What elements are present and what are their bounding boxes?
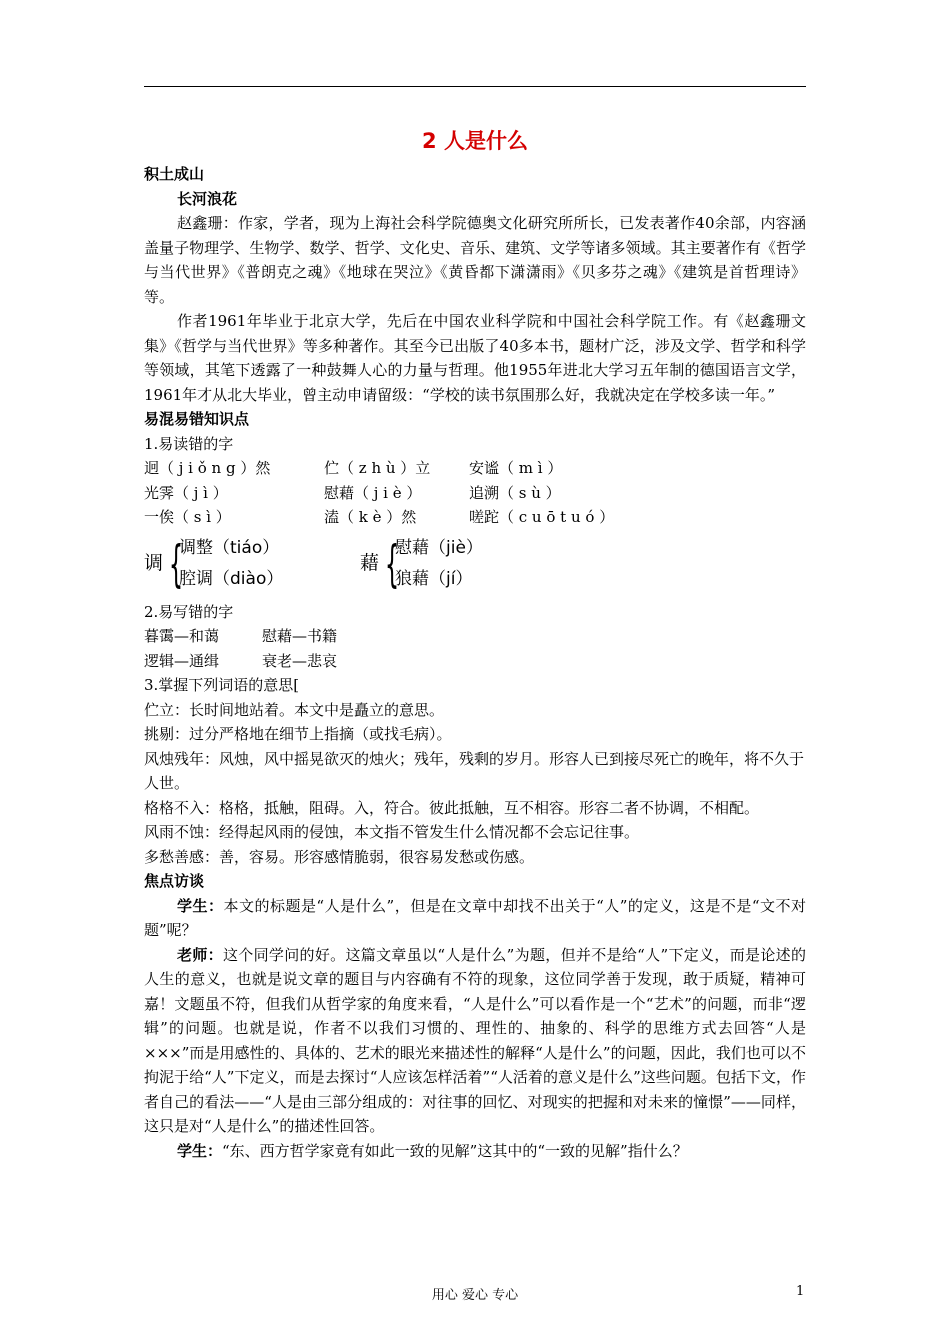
definition-item: 格格不入：格格，抵触，阻碍。入，符合。彼此抵触，互不相容。形容二者不协调，不相配。 (144, 798, 760, 817)
definition-item: 挑剔：过分严格地在细节上指摘（或找毛病）。 (144, 725, 452, 743)
dialogue-text: 这个同学问的好。这篇文章虽以“人是什么”为题，但并不是给“人”下定义，而是论述的人生的意义，也就是说文章的题目与内容确有不符的现象，这位同学善于发现，敢于质疑，精神可嘉！文题虽不符，但我们从哲学家的角度来看，“人是什么”可以看作是一个“艺术”的问题，而非“逻辑”的问题。也就是说，作者不以我们习惯的、理性的、抽象的、科学的思维方式去回答“人是×××”而是用感性的、具体的、艺术的眼光来描述性的解释“人是什么”的问题，因此，我们也可以不拘泥于给“人”下定义，而是去探讨“人应该怎样活着”“人活着的意义是什么”这些问题。包括下文，作者自己的看法——“人是由三部分组成的：对往事的回忆、对现实的把握和对未来的憧憬”——同样，这只是对“人是什么”的描述性回答。 (144, 945, 806, 1135)
dialogue-text: 本文的标题是“人是什么”，但是在文章中却找不出关于“人”的定义，这是不是“文不对题”呢？ (144, 896, 806, 939)
brace-group-jie (360, 533, 483, 595)
pinyin-item: 伫（ z h ù ）立 (324, 459, 431, 477)
header-rule (144, 86, 806, 87)
polyphone-braces (144, 532, 806, 596)
left-brace-icon: { (168, 534, 184, 593)
subsection-writing: 2.易写错的字 (144, 602, 234, 621)
definition-item: 多愁善感：善，容易。形容感情脆弱，很容易发愁或伤感。 (144, 847, 535, 866)
subsection-vocabulary: 3.掌握下列词语的意思[ (144, 676, 300, 694)
brace-char: 藉 (360, 552, 380, 575)
pinyin-item: 迥（ j i ǒ n g ）然 (144, 459, 271, 477)
pinyin-item: 溘（ k è ）然 (324, 508, 417, 526)
pinyin-item: 慰藉（ j i è ） (324, 483, 422, 502)
writing-item: 逻辑—通缉 (144, 651, 220, 670)
writing-item: 慰藉—书籍 (262, 627, 338, 645)
pinyin-item: 光霁（ j ì ） (144, 483, 228, 502)
brace-item: 腔调（diào） (179, 568, 284, 589)
brace-char: 调 (144, 552, 164, 575)
brace-items (179, 533, 283, 595)
dialogue-student-question (144, 894, 806, 943)
brace-group-tiao (144, 533, 360, 595)
dialogue-student-question-2 (144, 1139, 806, 1164)
page-title: 2 人是什么 (422, 129, 528, 153)
brace-item: 调整（tiáo） (179, 537, 280, 558)
author-bio-paragraph: 赵鑫珊：作家，学者，现为上海社会科学院德奥文化研究所所长，已发表著作40余部，内容涵盖量子物理学、生物学、数学、哲学、文化史、音乐、建筑、文学等诸多领域。其主要著作有《哲学与当代世界》《普朗克之魂》《地球在哭泣》《黄昏都下潇潇雨》《贝多芬之魂》《建筑是首哲理诗》等。 (144, 214, 806, 306)
left-brace-icon: { (384, 534, 400, 593)
pinyin-item: 安谧（ m ì ） (469, 459, 563, 477)
section-heading-jitu: 积土成山 (144, 165, 205, 183)
brace-item: 慰藉（jiè） (395, 537, 483, 558)
pinyin-table (144, 456, 806, 530)
pinyin-item: 追溯（ s ù ） (469, 483, 561, 502)
definition-item: 风雨不蚀：经得起风雨的侵蚀，本文指不管发生什么情况都不会忘记往事。 (144, 823, 640, 841)
speaker-label: 学生： (177, 1141, 223, 1160)
definition-item: 风烛残年：风烛，风中摇晃欲灭的烛火；残年，残剩的岁月。形容人已到接尽死亡的晚年，将不久于人世。 (144, 749, 805, 792)
subsection-pronunciation: 1.易读错的字 (144, 434, 234, 453)
writing-table (144, 624, 806, 673)
brace-items (395, 533, 483, 595)
dialogue-teacher-answer (144, 943, 806, 1139)
writing-item: 暮霭—和蔼 (144, 627, 220, 645)
speaker-label: 老师： (177, 945, 223, 964)
pinyin-item: 一俟（ s ì ） (144, 508, 231, 526)
page-footer: 用心 爱心 专心 (431, 1288, 519, 1303)
brace-item: 狼藉（jí） (395, 568, 473, 589)
definition-item: 伫立：长时间地站着。本文中是矗立的意思。 (144, 700, 445, 719)
page-number: 1 (796, 1284, 805, 1299)
subheading-changhe: 长河浪花 (177, 189, 238, 208)
dialogue-text: “东、西方哲学家竟有如此一致的见解”这其中的“一致的见解”指什么？ (222, 1141, 688, 1160)
section-heading-yihun: 易混易错知识点 (144, 410, 250, 428)
writing-item: 衰老—悲哀 (262, 651, 338, 670)
document-body (144, 122, 806, 1163)
pinyin-item: 嗟跎（ c u ō t u ó ） (469, 508, 615, 526)
speaker-label: 学生： (177, 896, 224, 915)
author-career-paragraph: 作者1961年毕业于北京大学，先后在中国农业科学院和中国社会科学院工作。有《赵鑫珊文集》《哲学与当代世界》等多种著作。其至今已出版了40多本书，题材广泛，涉及文学、哲学和科学等领域，其笔下透露了一种鼓舞人心的力量与哲理。他1955年进北大学习五年制的德国语言文学，1961年才从北大毕业，曾主动申请留级：“学校的读书氛围那么好，我就决定在学校多读一年。” (144, 312, 806, 404)
section-heading-jiaodian: 焦点访谈 (144, 872, 205, 890)
